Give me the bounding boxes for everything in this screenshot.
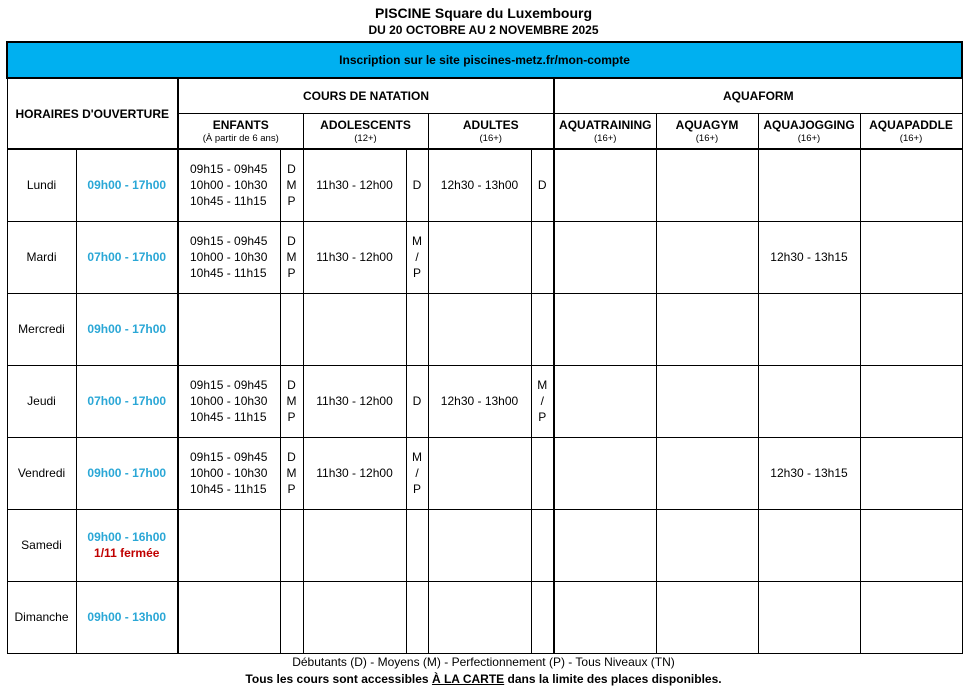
aquapaddle-time	[860, 293, 962, 365]
ados-level-line: D	[412, 394, 422, 409]
opening-hours-cell	[76, 509, 178, 581]
day-label: Jeudi	[7, 365, 76, 437]
ados-level	[406, 149, 428, 221]
enfants-times	[178, 293, 280, 365]
adultes-level	[531, 221, 554, 293]
aquajogging-time	[758, 293, 860, 365]
enfants-times-line: 09h15 - 09h45	[190, 450, 268, 465]
enfants-times-line: 09h15 - 09h45	[190, 162, 268, 177]
col-aquagym-label: AQUAGYM	[675, 117, 739, 132]
col-ados-label: ADOLESCENTS	[320, 117, 411, 132]
enfants-times-line: 10h00 - 10h30	[190, 250, 268, 265]
adultes-time	[428, 221, 531, 293]
aquapaddle-time	[860, 365, 962, 437]
aquagym-time	[656, 221, 758, 293]
table-row	[7, 509, 962, 581]
aquatraining-time	[554, 509, 656, 581]
day-label: Mardi	[7, 221, 76, 293]
adultes-level	[531, 149, 554, 221]
enfants-level-line: M	[286, 394, 297, 409]
aquajogging-time	[758, 365, 860, 437]
enfants-level-line: M	[286, 466, 297, 481]
opening-hours-header: HORAIRES D'OUVERTURE	[7, 78, 178, 149]
swim-lessons-header: COURS DE NATATION	[178, 78, 554, 113]
opening-hours: 07h00 - 17h00	[87, 250, 167, 265]
opening-hours-cell	[76, 365, 178, 437]
col-aquatraining-header	[554, 113, 656, 149]
ados-level-line: P	[412, 482, 421, 497]
col-aquagym-age: (16+)	[695, 132, 719, 144]
adultes-level	[531, 437, 554, 509]
col-ados-header	[303, 113, 428, 149]
adultes-level-line: M	[537, 378, 548, 393]
col-aquatraining-age: (16+)	[594, 132, 617, 144]
aquatraining-time	[554, 437, 656, 509]
opening-hours-cell	[76, 581, 178, 653]
schedule-table	[6, 41, 963, 654]
page-title: PISCINE Square du Luxembourg	[374, 5, 593, 21]
aquagym-time	[656, 149, 758, 221]
ados-level-line: P	[412, 266, 421, 281]
enfants-level-line: D	[287, 378, 296, 393]
adultes-level	[531, 509, 554, 581]
adultes-level-line: D	[537, 178, 547, 193]
col-aquatraining-label: AQUATRAINING	[559, 117, 652, 132]
aquapaddle-time	[860, 509, 962, 581]
enfants-times-line: 09h15 - 09h45	[190, 234, 268, 249]
aquaform-header: AQUAFORM	[554, 78, 962, 113]
adultes-level-line: /	[540, 394, 544, 409]
col-adultes-label: ADULTES	[462, 117, 519, 132]
col-aquajogging-header	[758, 113, 860, 149]
col-aquapaddle-header	[860, 113, 962, 149]
table-row	[7, 293, 962, 365]
enfants-level	[280, 437, 303, 509]
day-label: Samedi	[7, 509, 76, 581]
adultes-time	[428, 509, 531, 581]
ados-level-line: D	[412, 178, 422, 193]
ados-level	[406, 221, 428, 293]
aquajogging-time: 12h30 - 13h15	[758, 437, 860, 509]
aquapaddle-time	[860, 221, 962, 293]
aquatraining-time	[554, 221, 656, 293]
table-row	[7, 221, 962, 293]
registration-banner: Inscription sur le site piscines-metz.fr/mon-compte	[7, 42, 962, 78]
col-aquajogging-label: AQUAJOGGING	[763, 117, 855, 132]
ados-time: 11h30 - 12h00	[303, 437, 406, 509]
ados-time	[303, 509, 406, 581]
aquapaddle-time	[860, 581, 962, 653]
adultes-time: 12h30 - 13h00	[428, 149, 531, 221]
enfants-times-line: 10h45 - 11h15	[190, 266, 267, 281]
ados-level	[406, 581, 428, 653]
enfants-times	[178, 581, 280, 653]
ados-time: 11h30 - 12h00	[303, 365, 406, 437]
opening-hours-cell	[76, 149, 178, 221]
enfants-times-line: 10h45 - 11h15	[190, 410, 267, 425]
col-enfants-header	[178, 113, 303, 149]
ados-level-line: /	[415, 250, 419, 265]
enfants-level-line: P	[287, 482, 296, 497]
level-legend: Débutants (D) - Moyens (M) - Perfectionnement (P) - Tous Niveaux (TN)	[292, 655, 675, 669]
aquatraining-time	[554, 293, 656, 365]
booking-note-emphasis: À LA CARTE	[431, 672, 505, 686]
enfants-level-line: P	[287, 194, 296, 209]
day-label: Vendredi	[7, 437, 76, 509]
adultes-time	[428, 581, 531, 653]
col-adultes-header	[428, 113, 554, 149]
enfants-level	[280, 509, 303, 581]
ados-level	[406, 509, 428, 581]
enfants-level	[280, 581, 303, 653]
opening-hours-cell	[76, 293, 178, 365]
aquapaddle-time	[860, 437, 962, 509]
enfants-times-line: 09h15 - 09h45	[190, 378, 268, 393]
opening-hours-cell	[76, 437, 178, 509]
opening-hours: 09h00 - 17h00	[87, 466, 167, 481]
aquatraining-time	[554, 365, 656, 437]
aquagym-time	[656, 365, 758, 437]
booking-note-end: dans la limite des places disponibles.	[504, 672, 722, 686]
aquatraining-time	[554, 581, 656, 653]
ados-level-line: M	[412, 450, 422, 465]
booking-note	[0, 672, 967, 687]
adultes-level	[531, 293, 554, 365]
opening-hours: 09h00 - 17h00	[87, 178, 167, 193]
enfants-times	[178, 149, 280, 221]
enfants-level-line: D	[287, 450, 296, 465]
opening-hours-cell	[76, 221, 178, 293]
opening-hours: 09h00 - 17h00	[87, 322, 167, 337]
opening-hours: 07h00 - 17h00	[87, 394, 167, 409]
closure-notice: 1/11 fermée	[94, 546, 160, 561]
aquajogging-time	[758, 581, 860, 653]
enfants-times	[178, 365, 280, 437]
aquagym-time	[656, 437, 758, 509]
table-row	[7, 437, 962, 509]
enfants-times	[178, 221, 280, 293]
table-row	[7, 581, 962, 653]
table-row	[7, 149, 962, 221]
adultes-time	[428, 293, 531, 365]
enfants-times-line: 10h45 - 11h15	[190, 194, 267, 209]
ados-time	[303, 581, 406, 653]
day-label: Lundi	[7, 149, 76, 221]
enfants-level	[280, 365, 303, 437]
enfants-times-line: 10h00 - 10h30	[190, 394, 268, 409]
col-ados-age: (12+)	[354, 132, 377, 144]
aquagym-time	[656, 581, 758, 653]
adultes-level	[531, 365, 554, 437]
aquajogging-time	[758, 509, 860, 581]
enfants-level	[280, 149, 303, 221]
enfants-times	[178, 509, 280, 581]
enfants-level-line: P	[287, 266, 296, 281]
opening-hours: 09h00 - 16h00	[87, 530, 167, 545]
ados-time: 11h30 - 12h00	[303, 221, 406, 293]
date-range: DU 20 OCTOBRE AU 2 NOVEMBRE 2025	[368, 23, 599, 37]
ados-level-line: M	[412, 234, 422, 249]
enfants-times-line: 10h00 - 10h30	[190, 178, 268, 193]
enfants-level-line: M	[286, 178, 297, 193]
enfants-level-line: D	[287, 234, 296, 249]
aquajogging-time: 12h30 - 13h15	[758, 221, 860, 293]
ados-level	[406, 293, 428, 365]
opening-hours: 09h00 - 13h00	[87, 610, 167, 625]
aquagym-time	[656, 509, 758, 581]
col-adultes-age: (16+)	[479, 132, 502, 144]
aquagym-time	[656, 293, 758, 365]
ados-time	[303, 293, 406, 365]
enfants-level-line: M	[286, 250, 297, 265]
col-aquagym-header	[656, 113, 758, 149]
enfants-level	[280, 293, 303, 365]
adultes-level-line: P	[538, 410, 547, 425]
day-label: Dimanche	[7, 581, 76, 653]
ados-level	[406, 365, 428, 437]
enfants-level	[280, 221, 303, 293]
ados-level-line: /	[415, 466, 419, 481]
adultes-level	[531, 581, 554, 653]
day-label: Mercredi	[7, 293, 76, 365]
col-aquapaddle-age: (16+)	[899, 132, 923, 144]
aquajogging-time	[758, 149, 860, 221]
col-aquapaddle-label: AQUAPADDLE	[869, 117, 953, 132]
enfants-times-line: 10h00 - 10h30	[190, 466, 268, 481]
aquapaddle-time	[860, 149, 962, 221]
table-row	[7, 365, 962, 437]
enfants-level-line: P	[287, 410, 296, 425]
enfants-level-line: D	[287, 162, 296, 177]
col-aquajogging-age: (16+)	[797, 132, 821, 144]
enfants-times	[178, 437, 280, 509]
booking-note-start: Tous les cours sont accessibles	[245, 672, 432, 686]
enfants-times-line: 10h45 - 11h15	[190, 482, 267, 497]
col-enfants-label: ENFANTS	[212, 117, 269, 132]
adultes-time	[428, 437, 531, 509]
col-enfants-age: (À partir de 6 ans)	[202, 132, 279, 144]
adultes-time: 12h30 - 13h00	[428, 365, 531, 437]
aquatraining-time	[554, 149, 656, 221]
ados-level	[406, 437, 428, 509]
ados-time: 11h30 - 12h00	[303, 149, 406, 221]
